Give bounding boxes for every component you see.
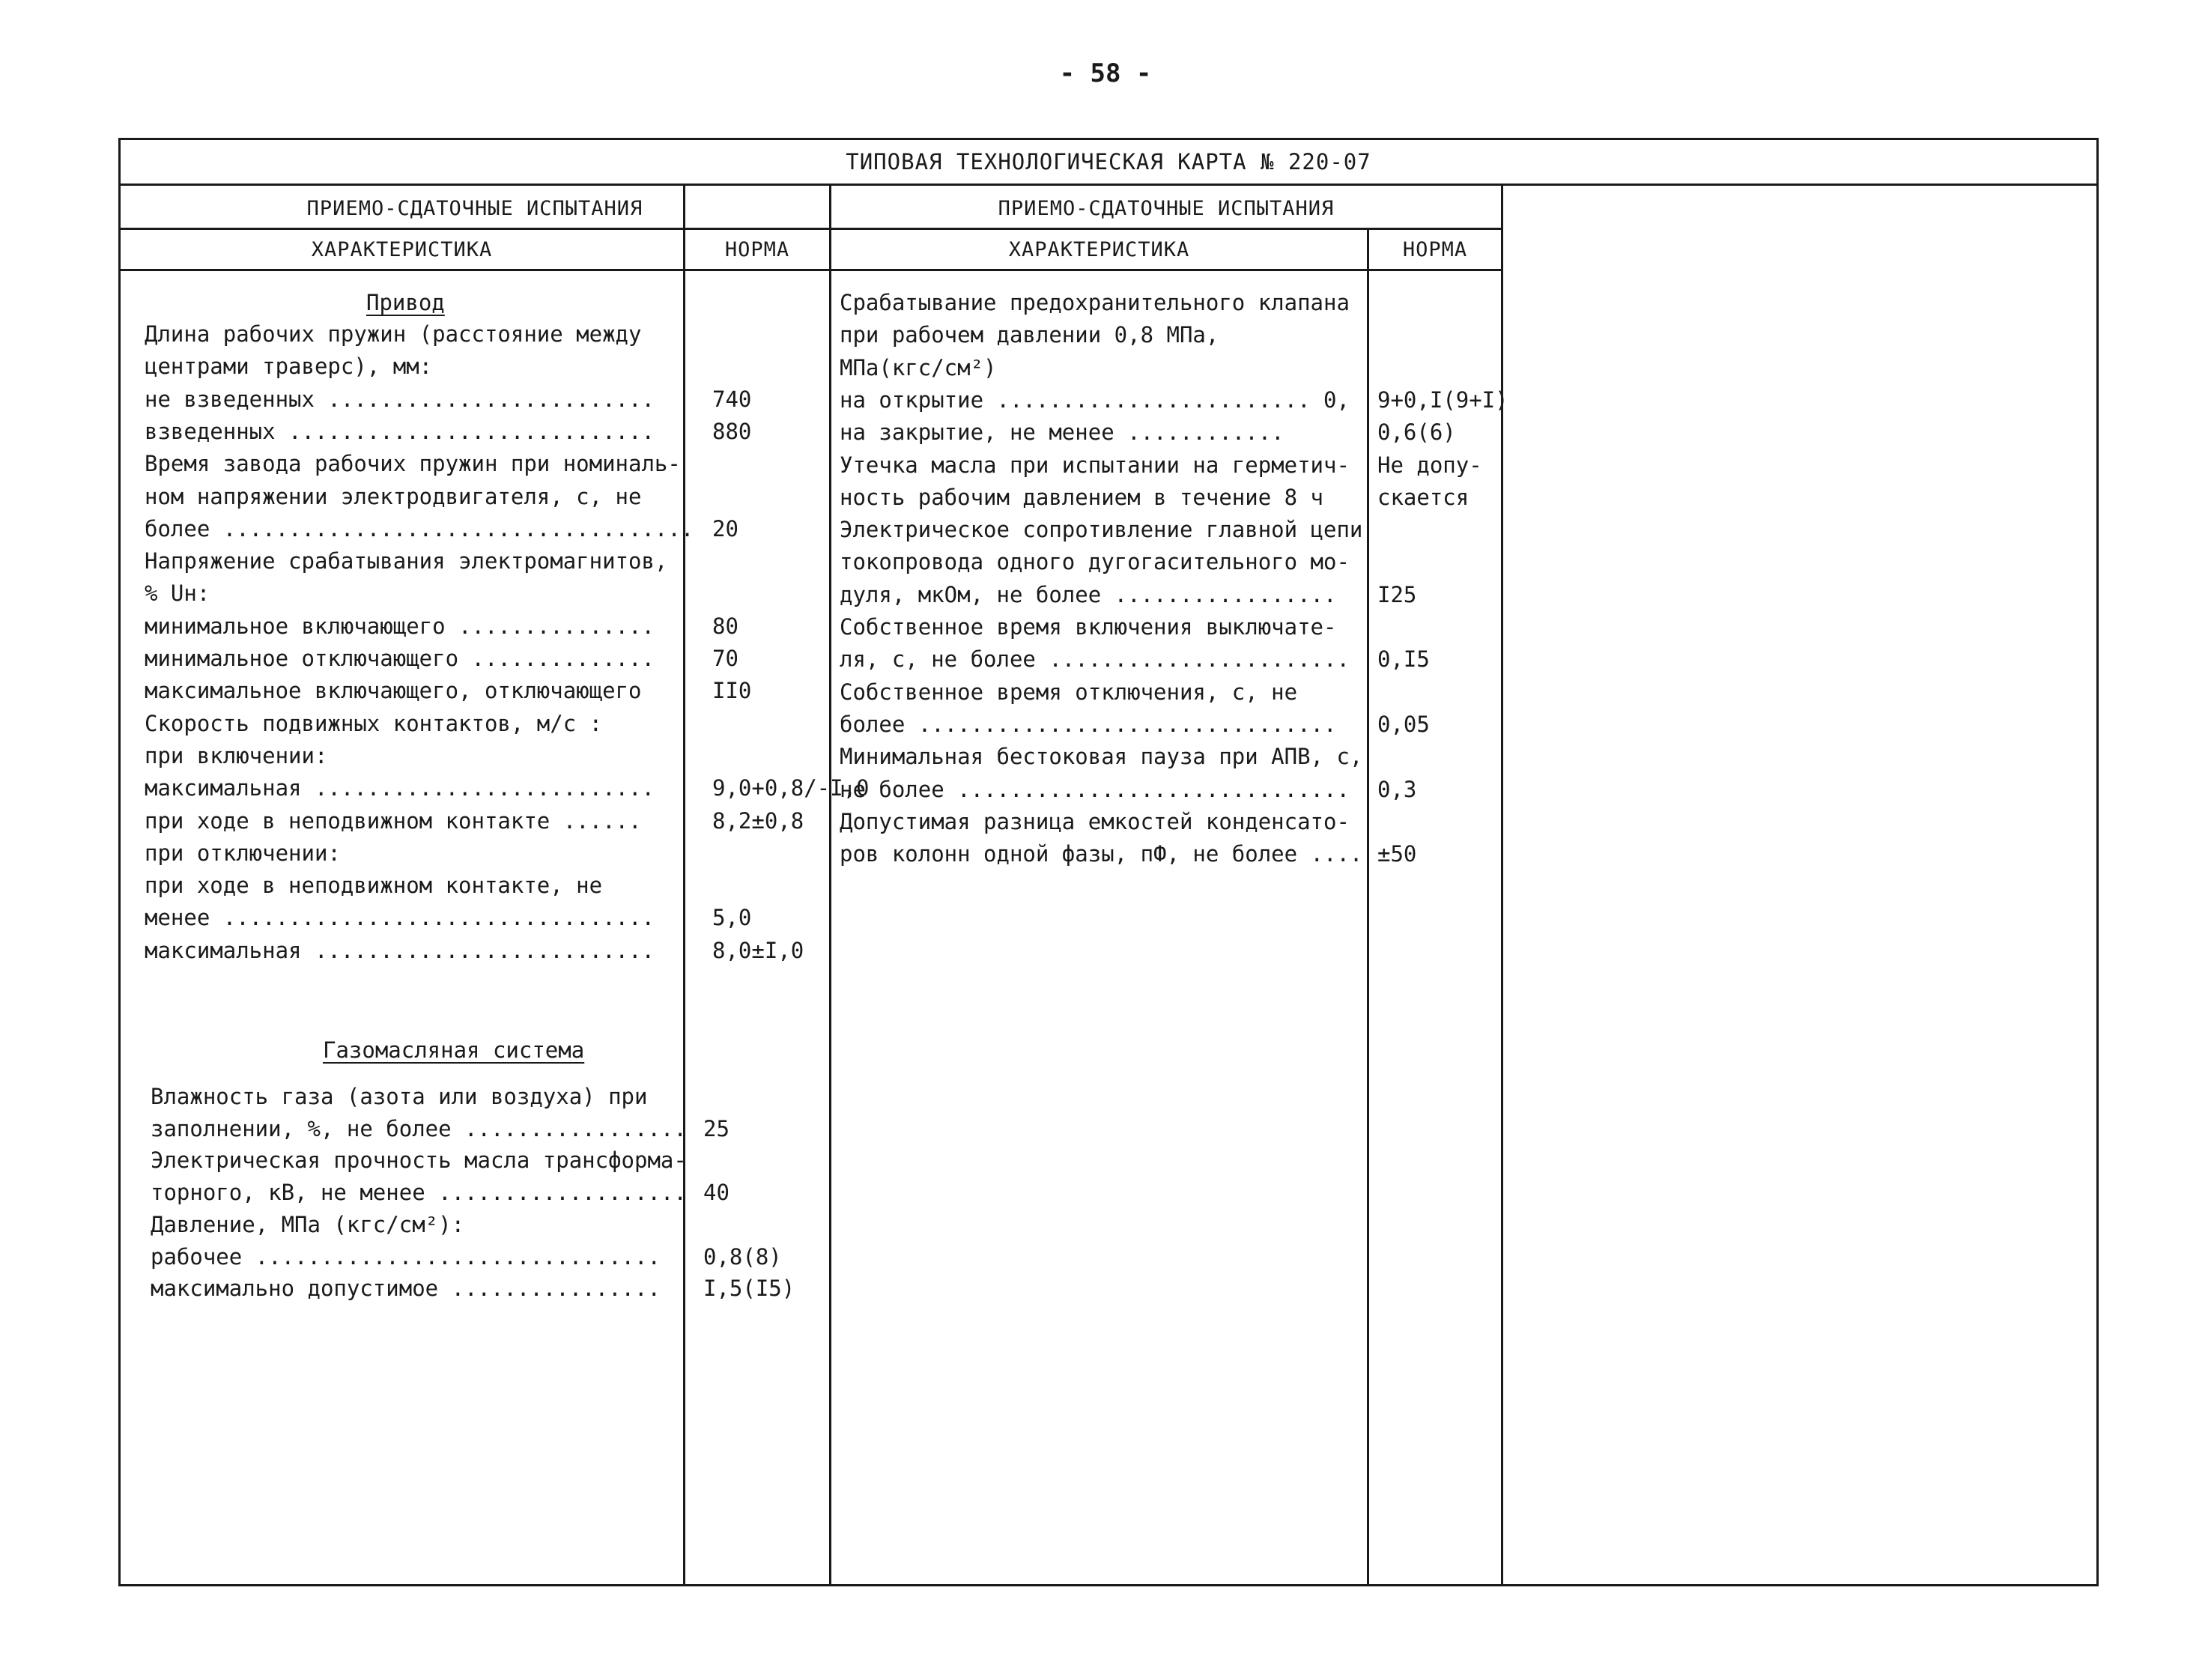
norm-value: 70 [712, 646, 738, 671]
characteristic-text: торного, кВ, не менее ................... [151, 1180, 687, 1206]
characteristic-text: при ходе в неподвижном контакте ...... [145, 807, 642, 834]
norm-value: I25 [1377, 581, 1417, 607]
right-col-characteristic: ХАРАКТЕРИСТИКА [1008, 238, 1190, 261]
right-col-norm: НОРМА [1402, 238, 1468, 261]
characteristic-text: максимальное включающего, отключающего [145, 678, 642, 704]
norm-value: 8,0±I,0 [712, 937, 804, 963]
characteristic-text: заполнении, %, не более ................. [151, 1115, 687, 1141]
characteristic-text: не взведенных ......................... [145, 386, 655, 412]
characteristic-text: минимальное включающего ............... [145, 613, 655, 639]
characteristic-text: Допустимая разница емкостей конденсато- [840, 808, 1350, 834]
characteristic-text: при рабочем давлении 0,8 МПа, [840, 322, 1219, 348]
characteristic-text: минимальное отключающего .............. [145, 646, 655, 671]
characteristic-text: ля, с, не более ....................... [840, 646, 1350, 673]
characteristic-text: Электрическая прочность масла трансформа- [151, 1147, 687, 1174]
norm-value: 9,0+0,8/-I,0 [712, 775, 870, 801]
drive-section-title: Привод [366, 290, 445, 315]
characteristic-text: менее ................................. [145, 905, 655, 931]
characteristic-text: Утечка масла при испытании на герметич- [840, 452, 1350, 478]
page-number: - 58 - [1059, 58, 1152, 88]
left-col-characteristic: ХАРАКТЕРИСТИКА [311, 238, 493, 261]
norm-value: 0,05 [1377, 711, 1430, 737]
characteristic-text: ность рабочим давлением в течение 8 ч [840, 484, 1324, 510]
norm-value: Не допу- [1377, 452, 1482, 478]
characteristic-text: рабочее ............................... [151, 1243, 661, 1270]
norm-value: 80 [712, 613, 738, 639]
characteristic-text: Собственное время включения выключате- [840, 614, 1337, 640]
characteristic-text: токопровода одного дугогасительного мо- [840, 549, 1350, 575]
characteristic-text: центрами траверс), мм: [145, 354, 433, 380]
norm-value: 0,3 [1377, 776, 1417, 802]
characteristic-text: Время завода рабочих пружин при номиналь- [145, 451, 681, 477]
characteristic-text: на открытие ........................ 0, [840, 386, 1350, 413]
norm-value: 0,I5 [1377, 646, 1430, 673]
gas-section-title: Газомасляная система [323, 1037, 585, 1063]
characteristic-text: Собственное время отключения, с, не [840, 679, 1298, 705]
norm-value: 0,6(6) [1377, 419, 1456, 446]
divider-middle [829, 184, 831, 1586]
norm-value: 740 [712, 386, 752, 412]
card-title: ТИПОВАЯ ТЕХНОЛОГИЧЕСКАЯ КАРТА № 220-07 [121, 140, 2096, 186]
characteristic-text: более .................................... [145, 515, 694, 542]
norm-value: I,5(I5) [703, 1276, 795, 1302]
characteristic-text: Давление, МПа (кгс/см²): [151, 1211, 465, 1237]
norm-value: 9+0,I(9+I) [1377, 386, 1508, 413]
characteristic-text: ров колонн одной фазы, пФ, не более .... [840, 841, 1363, 867]
characteristic-text: при отключении: [145, 840, 341, 866]
characteristic-text: на закрытие, не менее ............ [840, 419, 1285, 446]
characteristic-text: Скорость подвижных контактов, м/с : [145, 710, 603, 736]
characteristic-text: ном напряжении электродвигателя, с, не [145, 483, 642, 509]
norm-value: 5,0 [712, 905, 752, 931]
characteristic-text: максимальная .......................... [145, 937, 655, 963]
characteristic-text: дуля, мкОм, не более ................. [840, 581, 1337, 607]
header-divider-left-1 [121, 228, 1503, 230]
characteristic-text: при включении: [145, 742, 328, 768]
characteristic-text: Электрическое сопротивление главной цепи [840, 517, 1363, 543]
characteristic-text: Минимальная бестоковая пауза при АПВ, с, [840, 744, 1363, 770]
characteristic-text: Срабатывание предохранительного клапана [840, 290, 1350, 315]
norm-value: 20 [712, 515, 738, 542]
characteristic-text: не более .............................. [840, 776, 1350, 802]
divider-right-norm [1367, 230, 1369, 1586]
characteristic-text: Напряжение срабатывания электромагнитов, [145, 548, 668, 574]
technological-card-frame [118, 138, 2099, 1586]
characteristic-text: более ................................ [840, 711, 1337, 737]
characteristic-text: при ходе в неподвижном контакте, не [145, 873, 603, 899]
norm-value: 25 [703, 1115, 730, 1141]
characteristic-text: % Uн: [145, 580, 210, 607]
left-col-norm: НОРМА [724, 238, 790, 261]
left-section-header: ПРИЕМО-СДАТОЧНЫЕ ИСПЫТАНИЯ [306, 197, 643, 220]
characteristic-text: Длина рабочих пружин (расстояние между [145, 321, 642, 347]
norm-value: II0 [712, 678, 752, 704]
right-section-header: ПРИЕМО-СДАТОЧНЫЕ ИСПЫТАНИЯ [998, 197, 1335, 220]
norm-value: 40 [703, 1180, 730, 1206]
norm-value: 880 [712, 418, 752, 444]
characteristic-text: МПа(кгс/см²) [840, 354, 997, 380]
characteristic-text: максимальная .......................... [145, 775, 655, 801]
characteristic-text: Влажность газа (азота или воздуха) при [151, 1084, 648, 1109]
norm-value: скается [1377, 484, 1470, 510]
norm-value: 0,8(8) [703, 1243, 782, 1270]
norm-value: 8,2±0,8 [712, 807, 804, 834]
norm-value: ±50 [1377, 841, 1417, 867]
characteristic-text: взведенных ............................ [145, 418, 655, 444]
characteristic-text: максимально допустимое ................ [151, 1276, 661, 1302]
divider-left-norm [683, 184, 685, 1586]
